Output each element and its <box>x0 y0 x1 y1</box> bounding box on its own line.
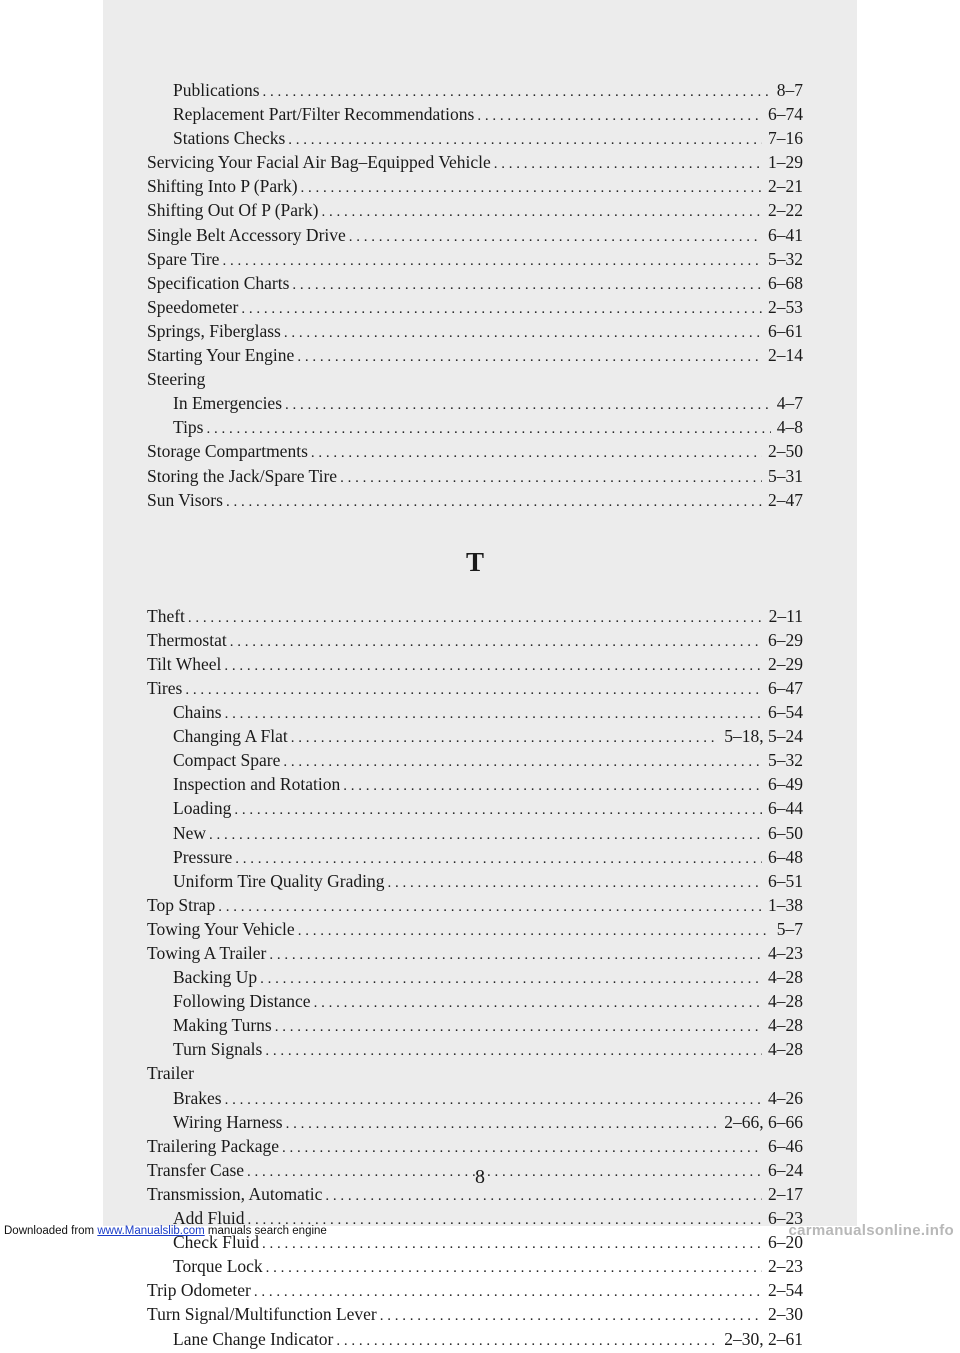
dot-leader <box>282 1136 762 1160</box>
entry-page-ref: 5–32 <box>768 248 803 269</box>
index-entry <box>147 464 803 488</box>
dot-leader <box>283 750 762 774</box>
index-entry <box>147 796 803 820</box>
entry-page-ref: 4–23 <box>768 943 803 963</box>
index-entry <box>147 772 803 796</box>
dot-leader <box>321 200 762 224</box>
entry-label: Thermostat <box>147 629 227 650</box>
entry-page-ref: 1–38 <box>768 894 803 915</box>
index-entry <box>147 367 803 391</box>
entry-page-ref: 6–49 <box>768 774 803 795</box>
dot-leader <box>275 1015 762 1039</box>
entry-label: Top Strap <box>147 894 216 915</box>
index-entry <box>147 198 803 222</box>
entry-label: Tilt Wheel <box>147 653 222 674</box>
dot-leader <box>226 490 762 514</box>
entry-page-ref: 2–21 <box>768 176 803 197</box>
dot-leader <box>340 466 762 490</box>
entry-label: Stations Checks <box>173 128 286 149</box>
index-entry <box>147 247 803 271</box>
entry-label: Specification Charts <box>147 272 290 293</box>
entry-label: Uniform Tire Quality Grading <box>173 870 385 891</box>
entry-page-ref: 6–50 <box>768 822 803 843</box>
entry-label: Theft <box>147 605 185 626</box>
index-entry <box>147 1134 803 1158</box>
entry-label: Trip Odometer <box>147 1280 251 1301</box>
entry-label: Pressure <box>173 846 233 867</box>
index-entry <box>147 271 803 295</box>
dot-leader <box>266 1256 762 1280</box>
index-entry <box>147 869 803 893</box>
entry-label: Sun Visors <box>147 489 223 510</box>
dot-leader <box>291 726 719 750</box>
entry-page-ref: 8–7 <box>776 80 803 100</box>
entry-label: Torque Lock <box>173 1256 263 1277</box>
entry-label: Transfer Case <box>147 1159 245 1180</box>
entry-label: New <box>173 822 207 843</box>
entry-label: Wiring Harness <box>173 1111 283 1132</box>
index-entry <box>147 700 803 724</box>
index-entry <box>147 295 803 319</box>
dot-leader <box>234 798 762 822</box>
dot-leader <box>301 176 762 200</box>
footer-prefix: Downloaded from <box>4 1225 98 1237</box>
index-entry <box>147 343 803 367</box>
index-entry <box>147 676 803 700</box>
index-entry <box>147 821 803 845</box>
dot-leader <box>235 847 762 871</box>
index-entry <box>147 415 803 439</box>
entry-label: Spare Tire <box>147 248 220 269</box>
entry-page-ref: 5–31 <box>768 465 803 486</box>
download-footer <box>0 1222 960 1242</box>
entry-label: Publications <box>173 80 260 100</box>
dot-leader <box>288 128 762 152</box>
index-entry <box>147 965 803 989</box>
dot-leader <box>263 80 771 104</box>
dot-leader <box>298 919 771 943</box>
entry-page-ref: 2–66, 6–66 <box>724 1111 803 1132</box>
entry-page-ref: 4–28 <box>768 967 803 988</box>
index-entry <box>147 319 803 343</box>
entry-page-ref: 2–29 <box>768 653 803 674</box>
dot-leader <box>241 297 762 321</box>
entry-page-ref: 6–74 <box>768 104 803 125</box>
entry-page-ref: 5–7 <box>776 918 803 939</box>
entry-page-ref: 1–29 <box>768 152 803 173</box>
index-entry <box>147 1110 803 1134</box>
entry-label: Starting Your Engine <box>147 345 295 366</box>
index-entry <box>147 628 803 652</box>
entry-page-ref: 4–7 <box>776 393 803 414</box>
entry-label: Single Belt Accessory Drive <box>147 224 346 245</box>
index-entry <box>147 917 803 941</box>
entry-label: Backing Up <box>173 967 258 988</box>
index-entry <box>147 652 803 676</box>
entry-label: Following Distance <box>173 991 311 1012</box>
entry-label: Brakes <box>173 1087 222 1108</box>
entry-label: Shifting Into P (Park) <box>147 176 298 197</box>
dot-leader <box>218 895 762 919</box>
entry-label: Add Fluid <box>173 1208 245 1229</box>
dot-leader <box>222 249 762 273</box>
dot-leader <box>284 321 762 345</box>
entry-label: Trailering Package <box>147 1135 280 1156</box>
dot-leader <box>225 702 762 726</box>
entry-label: Replacement Part/Filter Recommendations <box>173 104 475 125</box>
entry-page-ref: 6–29 <box>768 629 803 650</box>
dot-leader <box>387 871 762 895</box>
index-entry <box>147 845 803 869</box>
dot-leader <box>225 1088 762 1112</box>
entry-label: Trailer <box>147 1063 194 1084</box>
entry-label: Check Fluid <box>173 1232 260 1253</box>
footer-suffix: manuals search engine <box>204 1225 327 1237</box>
index-entry <box>147 126 803 150</box>
entry-label: Compact Spare <box>173 750 281 771</box>
index-entry <box>147 174 803 198</box>
index-entry <box>147 391 803 415</box>
entry-label: Shifting Out Of P (Park) <box>147 200 319 221</box>
entry-page-ref: 4–28 <box>768 1015 803 1036</box>
entry-page-ref: 2–30 <box>768 1304 803 1325</box>
index-entry <box>147 150 803 174</box>
entry-page-ref: 2–54 <box>768 1280 803 1301</box>
section-letter-heading: T <box>465 546 484 577</box>
index-entry <box>147 1302 803 1326</box>
entry-page-ref: 6–48 <box>768 846 803 867</box>
index-entry <box>147 1086 803 1110</box>
entry-label: Steering <box>147 369 206 390</box>
entry-label: Loading <box>173 798 232 819</box>
dot-leader <box>477 104 762 128</box>
index-list <box>147 78 803 1351</box>
entry-page-ref: 6–24 <box>768 1159 803 1180</box>
entry-page-ref: 4–8 <box>776 417 803 438</box>
entry-label: Springs, Fiberglass <box>147 320 281 341</box>
dot-leader <box>349 225 762 249</box>
index-entry <box>147 748 803 772</box>
entry-page-ref: 6–44 <box>768 798 803 819</box>
entry-page-ref: 6–47 <box>768 677 803 698</box>
dot-leader <box>380 1304 762 1328</box>
entry-page-ref: 2–50 <box>768 441 803 462</box>
entry-label: Inspection and Rotation <box>173 774 341 795</box>
entry-label: Speedometer <box>147 296 239 317</box>
index-entry <box>147 1061 803 1085</box>
dot-leader <box>209 823 762 847</box>
entry-label: Making Turns <box>173 1015 272 1036</box>
index-entry <box>147 893 803 917</box>
index-section-s <box>147 78 803 512</box>
index-entry <box>147 439 803 463</box>
entry-page-ref: 4–26 <box>768 1087 803 1108</box>
entry-page-ref: 2–22 <box>768 200 803 221</box>
index-entry <box>147 989 803 1013</box>
footer-source-text <box>4 1225 327 1237</box>
dot-leader <box>311 441 762 465</box>
entry-page-ref: 6–68 <box>768 272 803 293</box>
watermark-text: carmanualsonline.info <box>788 1222 954 1239</box>
dot-leader <box>260 967 762 991</box>
entry-page-ref: 2–11 <box>768 605 803 626</box>
entry-page-ref: 4–28 <box>768 1039 803 1060</box>
index-entry <box>147 1254 803 1278</box>
entry-page-ref: 2–47 <box>768 489 803 510</box>
entry-label: Storage Compartments <box>147 441 308 462</box>
dot-leader <box>343 774 762 798</box>
dot-leader <box>286 1112 719 1136</box>
dot-leader <box>254 1280 762 1304</box>
dot-leader <box>494 152 762 176</box>
dot-leader <box>336 1329 718 1353</box>
entry-page-ref: 7–16 <box>768 128 803 149</box>
dot-leader <box>297 345 762 369</box>
entry-page-ref: 6–51 <box>768 870 803 891</box>
entry-page-ref: 6–54 <box>768 702 803 723</box>
entry-page-ref: 6–41 <box>768 224 803 245</box>
entry-label: Lane Change Indicator <box>173 1328 334 1349</box>
dot-leader <box>230 630 762 654</box>
index-entry <box>147 102 803 126</box>
entry-label: Tires <box>147 677 183 698</box>
entry-label: Changing A Flat <box>173 726 288 747</box>
index-entry <box>147 604 803 628</box>
entry-page-ref: 2–23 <box>768 1256 803 1277</box>
dot-leader <box>224 654 762 678</box>
dot-leader <box>292 273 762 297</box>
dot-leader <box>314 991 762 1015</box>
entry-label: Towing A Trailer <box>147 943 267 963</box>
entry-label: Tips <box>173 417 204 438</box>
entry-page-ref: 6–23 <box>768 1208 803 1229</box>
page-number: 8 <box>475 1166 485 1188</box>
index-entry <box>147 941 803 965</box>
entry-page-ref: 5–32 <box>768 750 803 771</box>
entry-page-ref: 2–30, 2–61 <box>724 1328 803 1349</box>
dot-leader <box>185 678 762 702</box>
index-entry <box>147 1278 803 1302</box>
entry-page-ref: 6–61 <box>768 320 803 341</box>
entry-label: Turn Signals <box>173 1039 263 1060</box>
entry-page-ref: 2–14 <box>768 345 803 366</box>
entry-label: Servicing Your Facial Air Bag–Equipped Vehicle <box>147 152 491 173</box>
index-entry <box>147 724 803 748</box>
entry-label: Chains <box>173 702 222 723</box>
index-entry <box>147 488 803 512</box>
entry-label: Turn Signal/Multifunction Lever <box>147 1304 377 1325</box>
entry-page-ref: 6–46 <box>768 1135 803 1156</box>
entry-page-ref: 2–17 <box>768 1183 803 1204</box>
entry-label: In Emergencies <box>173 393 283 414</box>
dot-leader <box>265 1039 762 1063</box>
index-entry <box>147 223 803 247</box>
dot-leader <box>285 393 771 417</box>
dot-leader <box>188 606 763 630</box>
entry-page-ref: 4–28 <box>768 991 803 1012</box>
manualslib-link[interactable]: www.Manualslib.com <box>97 1225 205 1237</box>
entry-page-ref: 2–53 <box>768 296 803 317</box>
entry-label: Transmission, Automatic <box>147 1183 323 1204</box>
dot-leader <box>207 417 771 441</box>
entry-page-ref: 5–18, 5–24 <box>724 726 803 747</box>
entry-page-ref: 6–20 <box>768 1232 803 1253</box>
entry-label: Storing the Jack/Spare Tire <box>147 465 338 486</box>
index-entry <box>147 78 803 102</box>
index-entry <box>147 1037 803 1061</box>
index-entry <box>147 1327 803 1351</box>
dot-leader <box>269 943 762 967</box>
entry-label: Towing Your Vehicle <box>147 918 295 939</box>
index-entry <box>147 1013 803 1037</box>
